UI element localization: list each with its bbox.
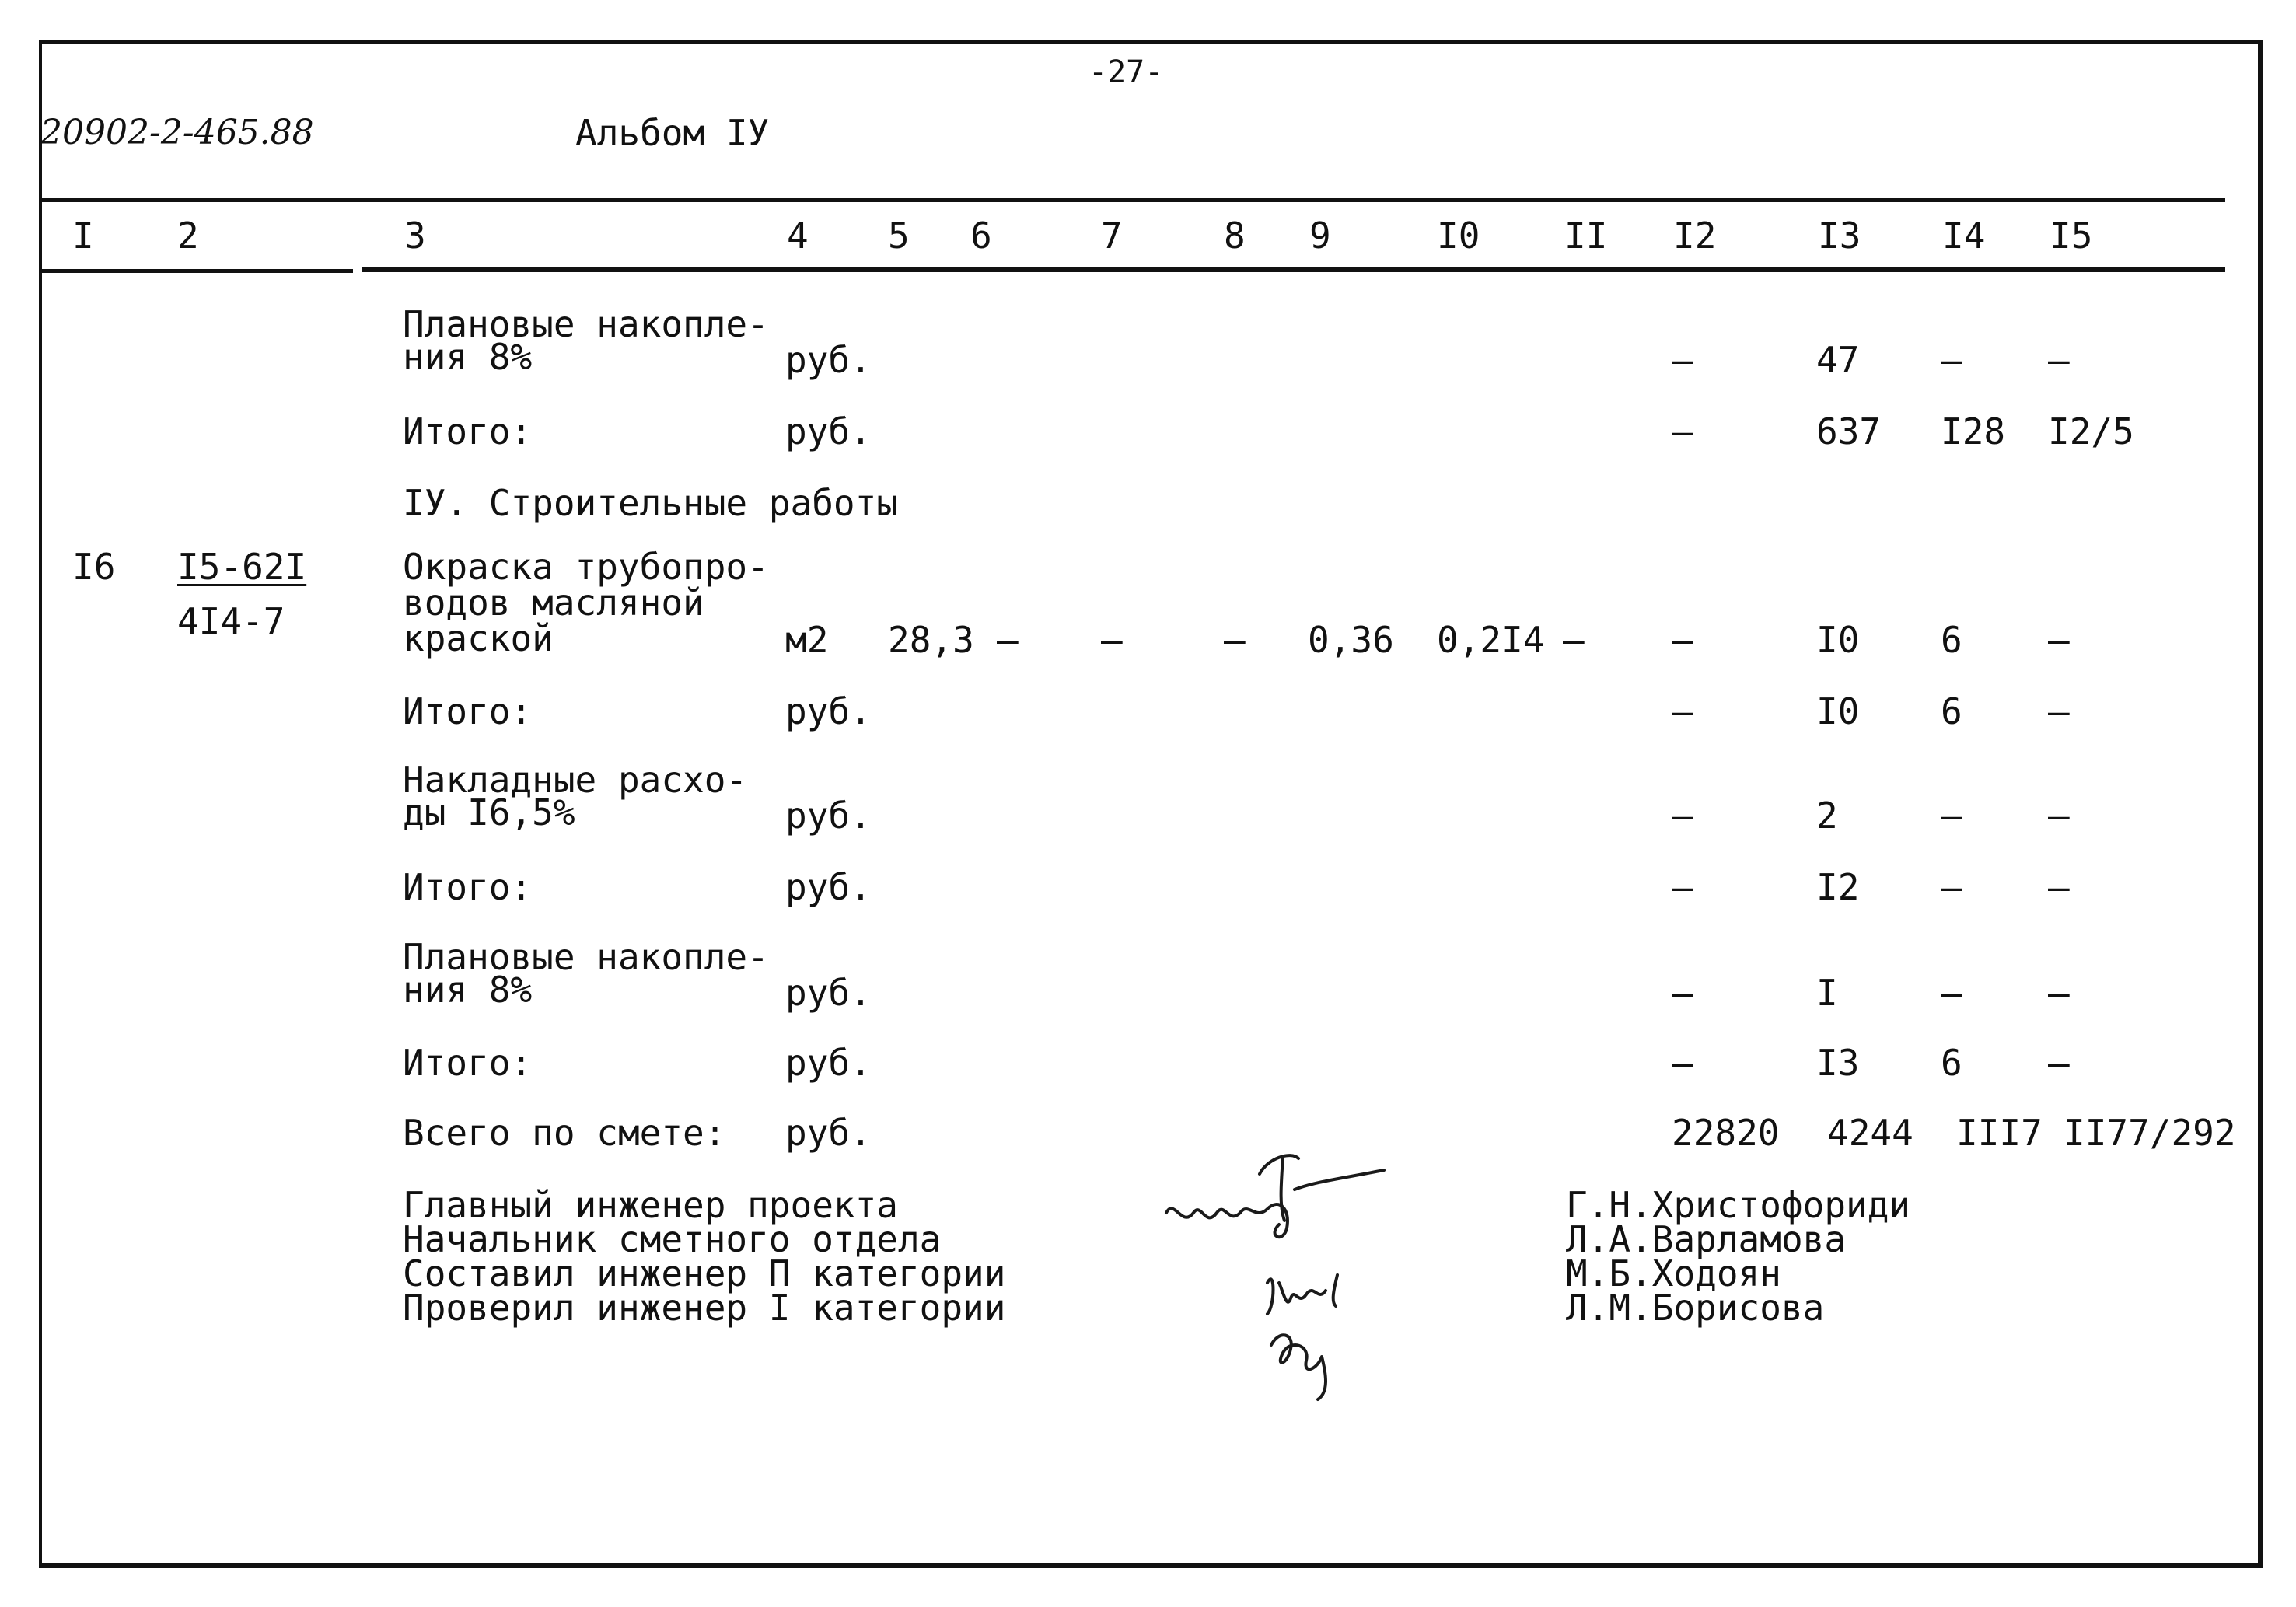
- col13-value: 2: [1816, 795, 1838, 837]
- col-header-6: 6: [970, 215, 992, 257]
- col-header-10: I0: [1437, 215, 1480, 257]
- col12-value: –: [1672, 619, 1693, 661]
- col12-value: –: [1672, 1042, 1693, 1084]
- album-title: Альбом IУ: [575, 112, 770, 154]
- col14-value: –: [1941, 866, 1962, 908]
- row-label: Всего по смете:: [403, 1112, 726, 1154]
- col14-value: –: [1941, 795, 1962, 837]
- role-compiled-by: Составил инженер П категории: [403, 1252, 1006, 1294]
- col15-value: –: [2048, 690, 2070, 732]
- col-header-1: I: [72, 215, 94, 257]
- header-top-rule: [40, 198, 2225, 202]
- col13-value: 47: [1816, 339, 1860, 381]
- role-chief-engineer: Главный инженер проекта: [403, 1184, 898, 1226]
- signature-estimate-head: [1166, 1204, 1288, 1237]
- col12-value: –: [1672, 690, 1693, 732]
- item-number: I6: [72, 546, 116, 588]
- unit: руб.: [785, 410, 872, 452]
- norm-reference: 4I4-7: [177, 600, 285, 642]
- col-header-9: 9: [1309, 215, 1331, 257]
- norm-code: I5-62I: [177, 546, 307, 588]
- row-label-line2: ды I6,5%: [403, 791, 575, 833]
- col-header-5: 5: [888, 215, 910, 257]
- name-chief-engineer: Г.Н.Христофориди: [1566, 1184, 1911, 1226]
- col-header-2: 2: [177, 215, 199, 257]
- section-title: IУ. Строительные работы: [403, 482, 898, 524]
- row-label-line1: Плановые накопле-: [403, 936, 769, 978]
- unit: руб.: [785, 1042, 872, 1084]
- col15-value: –: [2048, 619, 2070, 661]
- col12-value: –: [1672, 972, 1693, 1014]
- name-estimate-head: Л.А.Варламова: [1566, 1218, 1847, 1260]
- col12-value: –: [1672, 866, 1693, 908]
- unit: руб.: [785, 795, 872, 837]
- col15-value: –: [2048, 795, 2070, 837]
- col8-value: –: [1224, 619, 1246, 661]
- col-header-12: I2: [1673, 215, 1717, 257]
- unit: руб.: [785, 339, 872, 381]
- col15-value: I2/5: [2048, 410, 2134, 452]
- col15-value: –: [2048, 339, 2070, 381]
- col14-value: III7: [1956, 1112, 2043, 1154]
- header-bottom-rule: [362, 267, 2225, 272]
- header-bottom-rule-left: [40, 269, 353, 273]
- col14-value: 6: [1941, 690, 1962, 732]
- col12-value: –: [1672, 410, 1693, 452]
- col9-value: 0,36: [1308, 619, 1394, 661]
- row-label-line2: ния 8%: [403, 336, 533, 378]
- row-label: Итого:: [403, 690, 533, 732]
- row-label-line1: Накладные расхо-: [403, 759, 748, 801]
- col-header-13: I3: [1818, 215, 1861, 257]
- page-number: -27-: [1089, 54, 1164, 90]
- row-label-line1: Плановые накопле-: [403, 303, 769, 345]
- signature-checked-by: [1271, 1335, 1326, 1399]
- row-label-line2: ния 8%: [403, 969, 533, 1011]
- col13-value: I0: [1816, 690, 1860, 732]
- col13-value: I0: [1816, 619, 1860, 661]
- col15-value: II77/292: [2064, 1112, 2236, 1154]
- handwritten-signatures: [1151, 1135, 1446, 1415]
- col15-value: –: [2048, 972, 2070, 1014]
- document-code: 20902-2-465.88: [40, 113, 314, 152]
- col11-value: –: [1563, 619, 1585, 661]
- col13-value: 4244: [1827, 1112, 1913, 1154]
- col15-value: –: [2048, 1042, 2070, 1084]
- col12-value: 22820: [1672, 1112, 1780, 1154]
- col13-value: I2: [1816, 866, 1860, 908]
- col12-value: –: [1672, 795, 1693, 837]
- col7-value: –: [1101, 619, 1123, 661]
- col13-value: I3: [1816, 1042, 1860, 1084]
- name-checked-by: Л.М.Борисова: [1566, 1287, 1825, 1329]
- row-label-line1: Окраска трубопро-: [403, 546, 769, 588]
- col13-value: 637: [1816, 410, 1882, 452]
- col-header-8: 8: [1224, 215, 1246, 257]
- col13-value: I: [1816, 972, 1838, 1014]
- quantity: 28,3: [888, 619, 974, 661]
- unit: руб.: [785, 1112, 872, 1154]
- row-label: Итого:: [403, 410, 533, 452]
- col14-value: I28: [1941, 410, 2006, 452]
- col-header-3: 3: [404, 215, 426, 257]
- role-checked-by: Проверил инженер I категории: [403, 1287, 1006, 1329]
- col14-value: –: [1941, 972, 1962, 1014]
- col15-value: –: [2048, 866, 2070, 908]
- col-header-14: I4: [1942, 215, 1986, 257]
- col6-value: –: [997, 619, 1019, 661]
- name-compiled-by: М.Б.Ходоян: [1566, 1252, 1781, 1294]
- col12-value: –: [1672, 339, 1693, 381]
- unit: руб.: [785, 866, 872, 908]
- unit: м2: [785, 619, 829, 661]
- col14-value: –: [1941, 339, 1962, 381]
- unit: руб.: [785, 690, 872, 732]
- col-header-15: I5: [2050, 215, 2093, 257]
- col-header-4: 4: [787, 215, 809, 257]
- col14-value: 6: [1941, 619, 1962, 661]
- row-label: Итого:: [403, 1042, 533, 1084]
- role-estimate-head: Начальник сметного отдела: [403, 1218, 942, 1260]
- row-label-line3: краской: [403, 617, 554, 659]
- unit: руб.: [785, 972, 872, 1014]
- signature-chief-engineer: [1260, 1155, 1384, 1221]
- col-header-11: II: [1564, 215, 1608, 257]
- row-label-line2: водов масляной: [403, 582, 704, 624]
- col-header-7: 7: [1101, 215, 1123, 257]
- col10-value: 0,2I4: [1437, 619, 1545, 661]
- signature-compiled-by: [1267, 1275, 1337, 1314]
- col14-value: 6: [1941, 1042, 1962, 1084]
- row-label: Итого:: [403, 866, 533, 908]
